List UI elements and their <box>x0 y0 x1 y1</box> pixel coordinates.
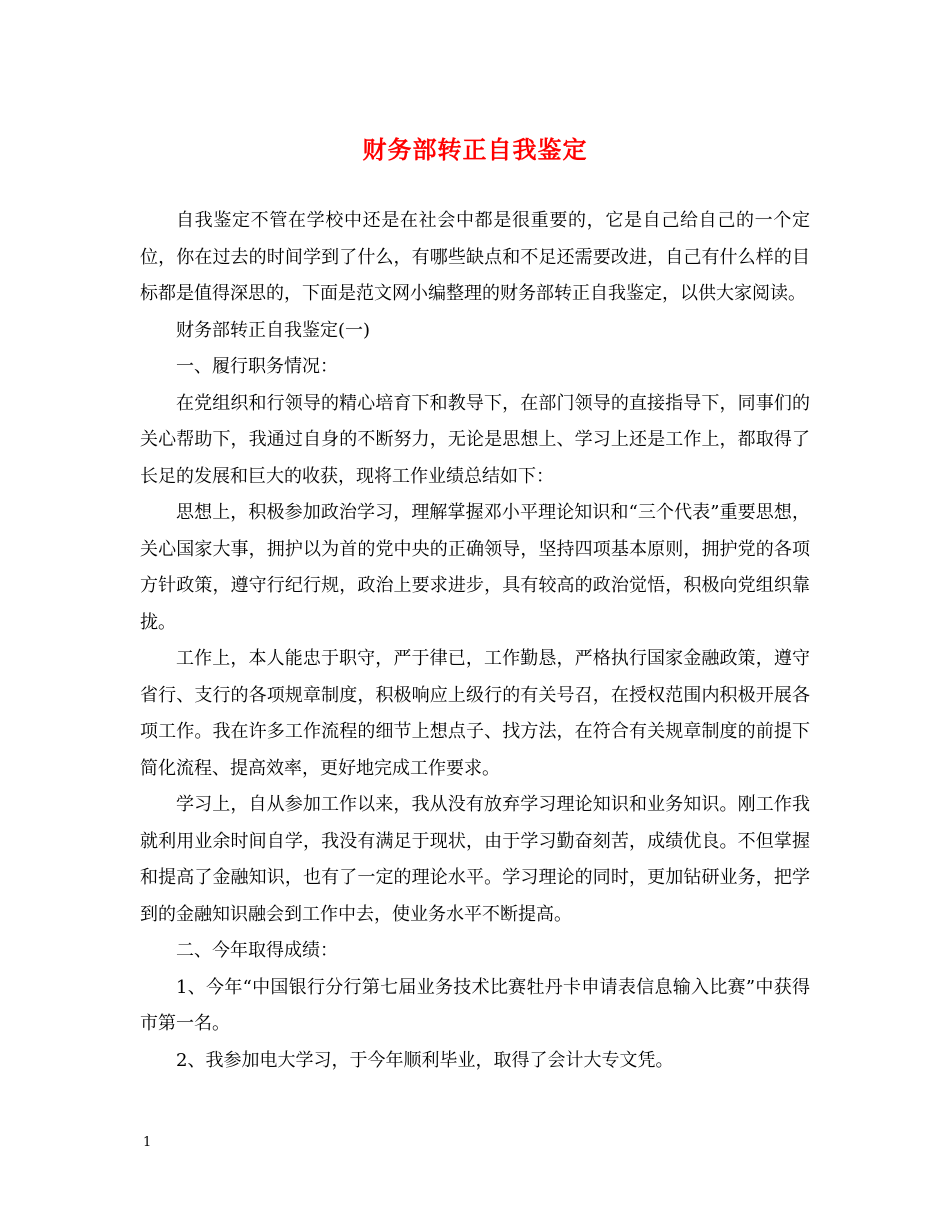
paragraph-subheading-duties: 一、履行职务情况： <box>176 356 338 377</box>
paragraph-achievement-2: 2、我参加电大学习，于今年顺利毕业，取得了会计大专文凭。 <box>176 1049 674 1071</box>
document-title: 财务部转正自我鉴定 <box>362 135 588 164</box>
paragraph-achievement-1: 1、今年“中国银行分行第七届业务技术比赛牡丹卡申请表信息输入比赛”中获得市第一名。 <box>140 976 810 1034</box>
document-body <box>140 203 810 1079</box>
paragraph-ideology: 思想上，积极参加政治学习，理解掌握邓小平理论知识和“三个代表”重要思想，关心国家大事，拥护以为首的党中央的正确领导，坚持四项基本原则，拥护党的各项方针政策，遵守行纪行规，政治上要求进步，具有较高的政治觉悟，积极向党组织靠拢。 <box>140 502 810 633</box>
paragraph-intro: 自我鉴定不管在学校中还是在社会中都是很重要的，它是自己给自己的一个定位，你在过去的时间学到了什么，有哪些缺点和不足还需要改进，自己有什么样的目标都是值得深思的，下面是范文网小编整理的财务部转正自我鉴定，以供大家阅读。 <box>140 210 810 304</box>
paragraph-work: 工作上，本人能忠于职守，严于律已，工作勤恳，严格执行国家金融政策，遵守省行、支行的各项规章制度，积极响应上级行的有关号召，在授权范围内积极开展各项工作。我在许多工作流程的细节上想点子、找方法，在符合有关规章制度的前提下简化流程、提高效率，更好地完成工作要求。 <box>140 648 810 779</box>
page-number: 1 <box>143 1135 152 1150</box>
paragraph-subheading-achievements: 二、今年取得成绩： <box>176 940 338 961</box>
paragraph-section-heading: 财务部转正自我鉴定(一) <box>176 319 371 341</box>
paragraph-study: 学习上，自从参加工作以来，我从没有放弃学习理论知识和业务知识。刚工作我就利用业余时间自学，我没有满足于现状，由于学习勤奋刻苦，成绩优良。不但掌握和提高了金融知识，也有了一定的理论水平。学习理论的同时，更加钻研业务，把学到的金融知识融会到工作中去，使业务水平不断提高。 <box>140 794 810 925</box>
paragraph-duties-summary: 在党组织和行领导的精心培育下和教导下，在部门领导的直接指导下，同事们的关心帮助下，我通过自身的不断努力，无论是思想上、学习上还是工作上，都取得了长足的发展和巨大的收获，现将工作业绩总结如下： <box>140 392 810 487</box>
